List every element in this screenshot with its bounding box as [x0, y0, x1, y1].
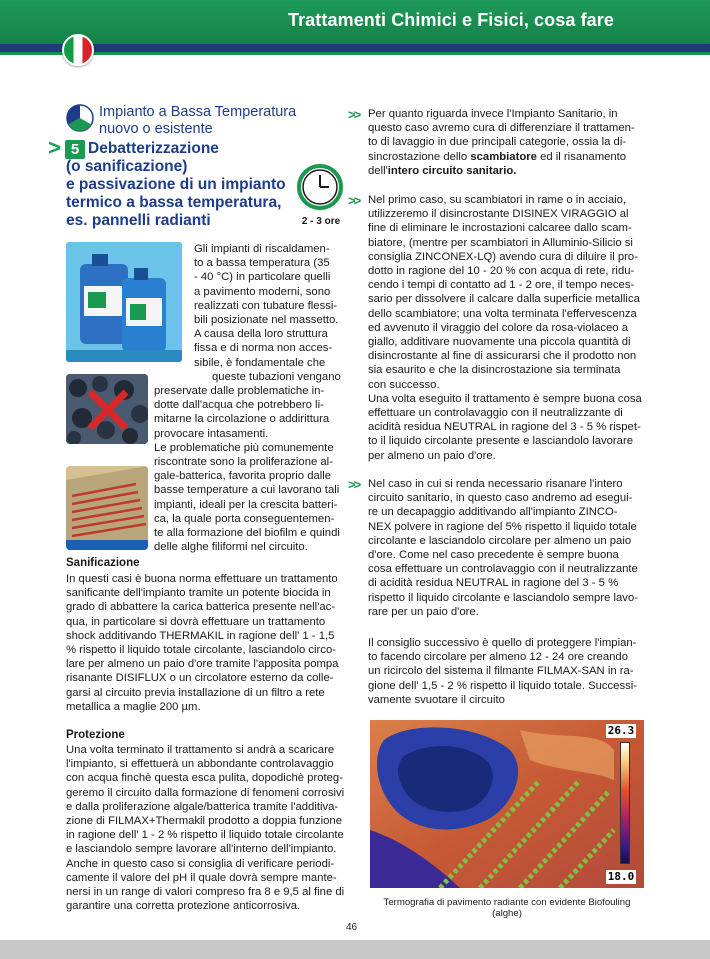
header-bar	[0, 0, 710, 44]
step-title-line: e passivazione di un impianto	[66, 176, 286, 193]
scale-max-value: 26.3	[607, 724, 635, 737]
clogged-pipes-image	[66, 374, 148, 444]
text-line: to il liquido circolante presente e lasciandolo lavorare	[368, 435, 634, 448]
protezione-heading: Protezione	[66, 729, 125, 741]
bold-text: scambiatore	[470, 150, 537, 163]
text-line: delle alghe filiformi nel circuito.	[154, 541, 308, 554]
text-line: % rispetto il liquido totale circolante, lasciandolo circo-	[66, 644, 337, 657]
text-line: sanificante dell'impianto tramite un potente biocida in	[66, 587, 331, 600]
circuit-decapping-paragraph	[368, 477, 638, 619]
text-line	[368, 150, 635, 164]
bold-text: intero circuito sanitario.	[387, 164, 517, 177]
text-line: sibile, è fondamentale che	[194, 356, 326, 369]
sanificazione-paragraph	[66, 572, 338, 714]
text-line: Nel caso in cui si renda necessario risanare l'intero	[368, 478, 623, 490]
text-line: to di lavaggio in due principali categorie, ossia la di-	[368, 136, 627, 149]
text-line: mitarne la circolazione o addirittura	[154, 413, 330, 426]
protection-advice-paragraph	[368, 636, 637, 707]
step-title-line: (o sanificazione)	[66, 158, 188, 175]
text-line: circuito sanitario, in questo caso andremo ad esegui-	[368, 492, 633, 505]
text-line: te alla formazione del biofilm e quindi	[154, 527, 340, 540]
text-line: dotto in ragione del 10 - 20 % con acqua di rete, ridu-	[368, 265, 635, 278]
duration-label: 2 - 3 ore	[301, 216, 341, 227]
text-line: Le problematiche più comunemente	[154, 441, 334, 454]
text-line: basse temperature a cui lavorano tali	[154, 484, 340, 497]
text-line: re un decapaggio additivando all'impianto ZINCO-	[368, 506, 618, 519]
radiant-floor-image	[66, 466, 148, 550]
text-line: geremo il circuito dalla formazione di fenomeni corrosivi	[66, 786, 345, 799]
text-line: sia esaurito e che la disincrostazione sia terminata	[368, 364, 621, 377]
text-line: garsi al circuito previa installazione di un filtro a rete	[66, 686, 325, 699]
text-line: Nel primo caso, su scambiatori in rame o in acciaio,	[368, 194, 627, 206]
text-line: lare per almeno un paio d'ore tramite l'apposita pompa	[66, 658, 339, 671]
text-line: NEX polvere in ragione del 5% rispetto il liquido totale	[368, 520, 637, 533]
text-line: shock additivando THERMAKIL in ragione dell' 1 - 1,5	[66, 629, 335, 642]
text-line: ed avvenuto il viraggio del colore da rosa-violaceo a	[368, 321, 628, 334]
text-line: garantire una corretta protezione anticorrosiva.	[66, 900, 301, 913]
text-line: Il consiglio successivo è quello di proteggere l'impian-	[368, 637, 637, 649]
text-span: sincrostazione dello	[368, 150, 468, 163]
text-line: to facendo circolare per almeno 12 - 24 ore creando	[368, 651, 628, 664]
text-line: fine di eliminare le incrostazioni calcaree dallo scam-	[368, 222, 632, 235]
text-line: biatore, (mentre per scambiatori in Alluminio-Silicio si	[368, 236, 633, 249]
text-line: dello scambiatore; una volta terminata l'effervescenza	[368, 307, 637, 320]
bullet-arrow-icon: >>	[348, 193, 360, 208]
text-line: Anche in questo caso si consiglia di verificare periodi-	[66, 857, 335, 870]
text-line: disincrostante al fine di assicurarsi che il prodotto non	[368, 350, 637, 363]
radiant-floor-drawing	[66, 466, 148, 550]
text-line: per almeno un paio d'ore.	[368, 449, 496, 462]
text-line: e dalla proliferazione algale/batterica tramite l'additiva-	[66, 800, 339, 813]
product-bottles-drawing	[66, 242, 182, 362]
text-line: provocare intasamenti.	[154, 427, 269, 440]
text-line: cosa effettuare un controlavaggio con il neutralizzante	[368, 563, 638, 576]
text-line: Gli impianti di riscaldamen-	[194, 243, 330, 255]
protezione-paragraph	[66, 743, 344, 913]
text-line: sario per dissolvere il calcare dalla superficie metallica	[368, 293, 640, 306]
clock-icon	[296, 163, 344, 211]
text-line: dotte dall'acqua che potrebbero li-	[154, 399, 324, 412]
text-line: impianti, ideali per la crescita batteri-	[154, 498, 338, 511]
text-line: rare per un paio d'ore.	[368, 605, 479, 618]
system-type-line: nuovo o esistente	[99, 121, 213, 137]
header-stripe	[0, 44, 710, 52]
thermogram-drawing	[370, 720, 644, 888]
text-line: Una volta eseguito il trattamento è sempre buona cosa	[368, 392, 642, 405]
text-line: di acidità residua NEUTRAL in ragione del 3 - 5 %	[368, 577, 619, 590]
text-line: risanante DISIFLUX o un circolatore esterno da colle-	[66, 672, 334, 685]
text-line: - 40 °C) in particolare quelli	[194, 271, 331, 284]
text-line: circolante e lasciandolo circolare per almeno un paio	[368, 534, 632, 547]
page-header-title: Trattamenti Chimici e Fisici, cosa fare	[287, 10, 614, 30]
text-line: un ricircolo del sistema il filmante FILMAX-SAN in ra-	[368, 665, 634, 678]
text-line: con successo.	[368, 378, 440, 391]
clogged-pipes-drawing	[66, 374, 148, 444]
text-line: a pavimento moderni, sono	[194, 285, 331, 298]
text-line: riscontrate sono la proliferazione al-	[154, 456, 333, 469]
text-line: con acqua finchè questa esca pulita, dopodichè proteg-	[66, 772, 343, 785]
system-type-title	[99, 104, 296, 138]
text-line: nersi in un range di valori compreso fra 8 e 9,5 al fine di	[66, 886, 345, 899]
text-line: gione dell' 1,5 - 2 % rispetto il liquido totale. Successi-	[368, 679, 638, 692]
text-line: e lasciandolo sempre lavorare all'interno dell'impianto.	[66, 843, 337, 856]
text-line: giallo, additivare nuovamente una piccola quantità di	[368, 336, 631, 349]
text-line: l'impianto, si effettuerà un abbondante controlavaggio	[66, 758, 334, 771]
text-line: fissa e di norma non acces-	[194, 342, 333, 355]
sanitary-intro-paragraph	[368, 107, 635, 178]
text-line: zione di FILMAX+Thermakil prodotto a doppia funzione	[66, 815, 342, 828]
text-span: ed il risanamento	[540, 150, 627, 163]
step-number-badge: 5	[65, 140, 85, 159]
text-line: gale-batterica, favorita proprio dalle	[154, 470, 332, 483]
scale-min-value: 18.0	[607, 870, 635, 883]
bullet-arrow-icon: >>	[348, 477, 360, 492]
footer-bar	[0, 940, 710, 959]
text-line: rispetto il liquido circolante e lasciandolo sempre lavo-	[368, 591, 639, 604]
exchanger-descaling-paragraph	[368, 193, 642, 463]
text-line: ca, la quale porta conseguentemen-	[154, 512, 335, 525]
low-temperature-system-icon	[66, 104, 94, 132]
bullet-arrow-icon: >>	[348, 107, 360, 122]
text-line: grado di abbattere la carica batterica presente nell'ac-	[66, 601, 336, 614]
product-bottles-image	[66, 242, 182, 362]
text-line: bili posizionate nel massetto.	[194, 314, 339, 327]
text-line: questo caso avremo cura di differenziare il trattamen-	[368, 122, 635, 135]
system-type-line: Impianto a Bassa Temperatura	[99, 104, 297, 120]
text-line: vamente svuotare il circuito	[368, 693, 505, 706]
header-stripe-accent	[0, 52, 710, 55]
text-line: preservate dalle problematiche in-	[154, 385, 325, 397]
thermogram-image	[370, 720, 644, 888]
text-line: cendo i tempi di contatto ad 1 - 2 ore, il tempo neces-	[368, 279, 635, 292]
step-title-line: es. pannelli radianti	[66, 212, 211, 229]
text-line: utilizzeremo il disincrostante DISINEX VIRAGGIO al	[368, 208, 629, 221]
text-line: In questi casi è buona norma effettuare un trattamento	[66, 573, 338, 585]
sanificazione-heading: Sanificazione	[66, 557, 140, 569]
page-number: 46	[346, 922, 358, 933]
text-line	[368, 164, 635, 178]
temperature-scale-bar	[620, 742, 630, 864]
text-line: metallica a maglie 200 µm.	[66, 700, 201, 713]
text-line: consiglia ZINCONEX-LQ) avendo cura di diluire il pro-	[368, 250, 638, 263]
step-title-line: termico a bassa temperatura,	[66, 194, 282, 211]
text-line: queste tubazioni vengano	[212, 371, 341, 383]
text-line: to a bassa temperatura (35	[194, 257, 330, 270]
thermogram-caption: Termografia di pavimento radiante con evidente Biofouling (alghe)	[383, 897, 631, 919]
text-line: Per quanto riguarda invece l'Impianto Sanitario, in	[368, 108, 618, 120]
step-arrow-icon: >	[48, 135, 61, 160]
text-line: effettuare un controlavaggio con il neutralizzante di	[368, 407, 623, 420]
text-span: dell'	[368, 164, 388, 177]
text-line: Una volta terminato il trattamento si andrà a scaricare	[66, 744, 335, 756]
text-line: in ragione dell' 1 - 2 % rispetto il liquido totale circolante	[66, 829, 344, 842]
italian-flag-icon	[62, 34, 94, 66]
text-line: d'ore. Come nel caso precedente è sempre buona	[368, 549, 619, 562]
text-line: A causa della loro struttura	[194, 328, 328, 341]
step-title	[66, 140, 316, 230]
step-title-line: Debatterizzazione	[88, 140, 219, 157]
text-line: qua, in particolare si dovrà effettuare un trattamento	[66, 615, 326, 628]
text-line: camente il valore del pH il quale dovrà sempre mante-	[66, 871, 337, 884]
text-line: acidità residua NEUTRAL in ragione del 3 - 5 % rispet-	[368, 421, 641, 434]
text-line: realizzati con tubature flessi-	[194, 299, 338, 312]
